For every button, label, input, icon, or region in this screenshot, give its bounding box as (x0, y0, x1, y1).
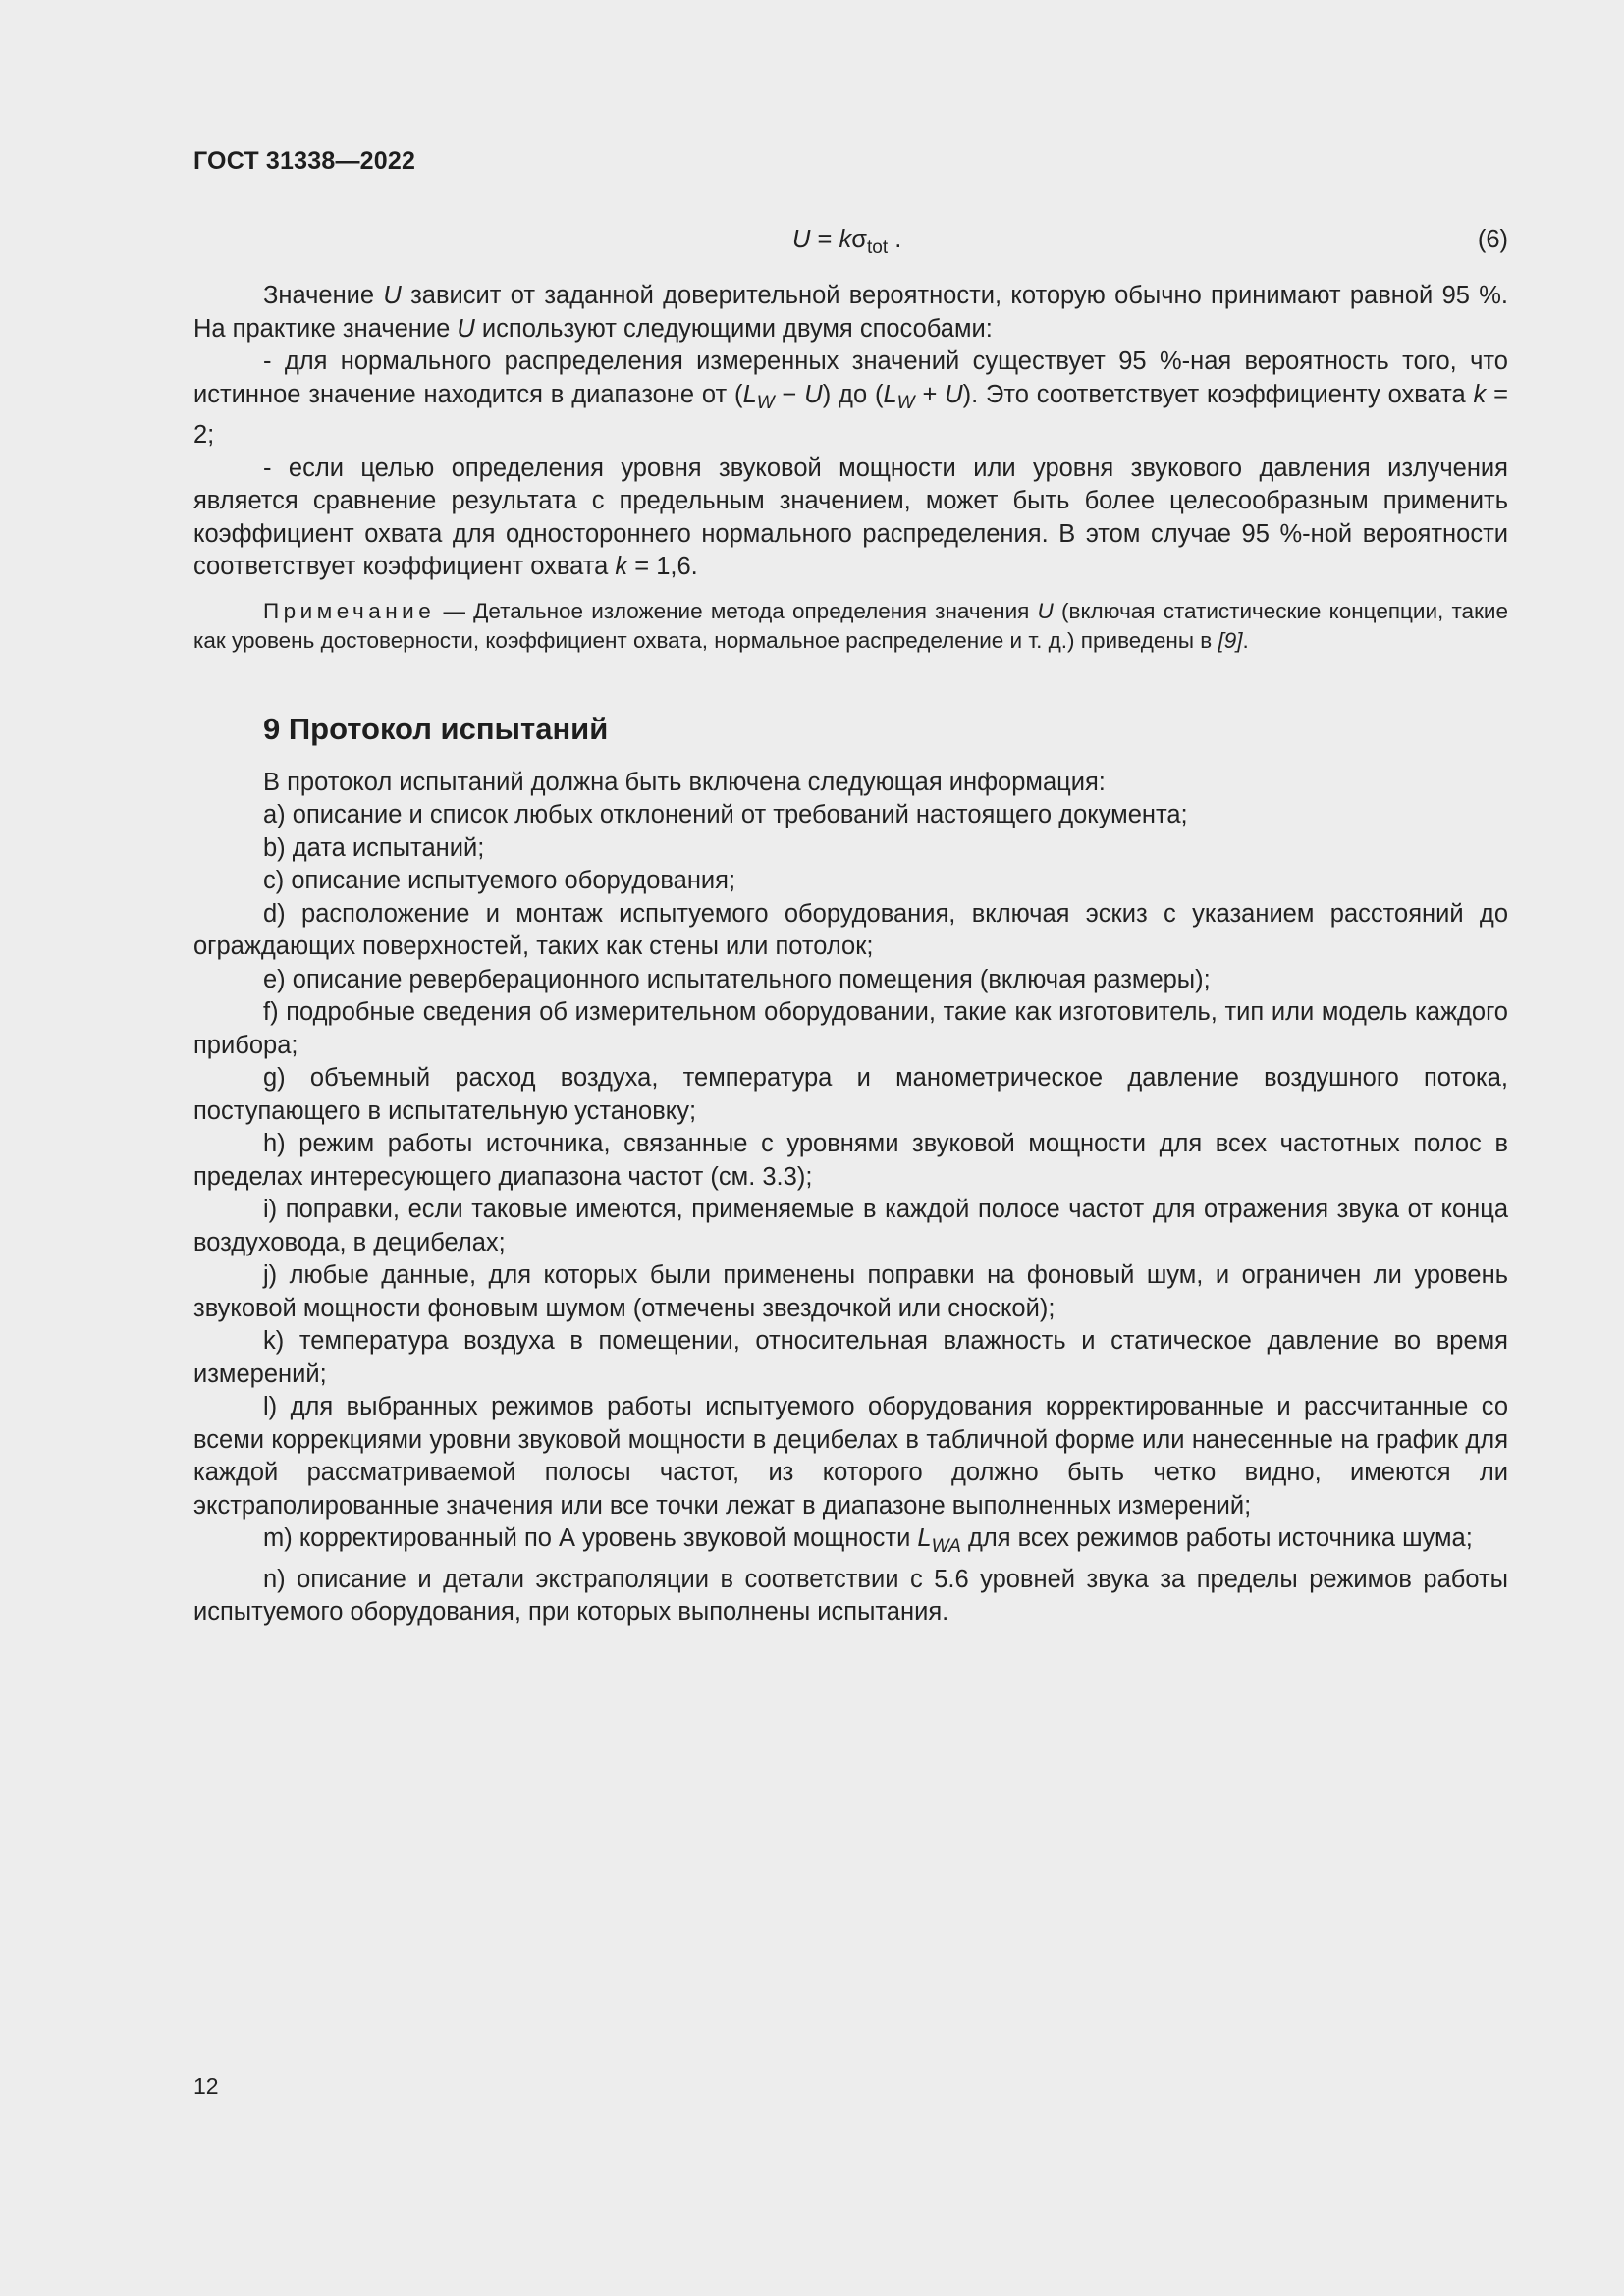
list-item: a) описание и список любых отклонений от требований настоящего документа; (263, 801, 1188, 828)
list-item: f) подробные сведения об измерительном оборудовании, такие как изготовитель, тип или модель каждого прибора; (193, 998, 1508, 1059)
reference-link: [9] (1218, 627, 1243, 653)
page-number: 12 (193, 2073, 219, 2099)
note-label: Примечание (263, 598, 436, 623)
list-item: m) корректированный по А уровень звуковой мощности $L_{WA}$ для всех режимов работы источника шума; (263, 1524, 1473, 1557)
formula-6 (193, 224, 1508, 263)
equation-number: (6) (1477, 226, 1508, 253)
list-item: i) поправки, если таковые имеются, применяемые в каждой полосе частот для отражения звука от конца воздуховода, в децибелах; (193, 1196, 1508, 1256)
list-item: g) объемный расход воздуха, температура и манометрическое давление воздушного потока, поступающего в испытательную установку; (193, 1064, 1508, 1125)
section-title: 9 Протокол испытаний (263, 711, 609, 746)
list-item: c) описание испытуемого оборудования; (263, 867, 736, 894)
bullet-normal-distribution: - для нормального распределения измеренных значений существует 95 %-ная вероятность того, что истинное значение находится в диапазоне от $(L_W - U)$ до $(L_W + U)$. Это соответствует коэффициенту охвата k = 2; (193, 347, 1509, 449)
page-content (193, 224, 1508, 1629)
bullet-one-sided: - если целью определения уровня звуковой мощности или уровня звукового давления излучения является сравнение результата с предельным значением, может быть более целесообразным применить коэффициент охвата для одностороннего нормального распределения. В этом случае 95 %-ной вероятности соответствует коэффициент охвата k = 1,6. (193, 454, 1508, 580)
list-item: e) описание реверберационного испытательного помещения (включая размеры); (263, 965, 1211, 993)
formula-expression: $U = k\sigma_{tot}$ . (792, 226, 902, 258)
list-item: l) для выбранных режимов работы испытуемого оборудования корректированные и рассчитанные со всеми коррекциями уровни звуковой мощности в децибелах в табличной форме или нанесенные на график для каждой рассматриваемой полосы частот, из которого должно быть четко видно, имеются ли экстраполированные значения или все точки лежат в диапазоне выполненных измерений; (193, 1393, 1508, 1520)
list-item: n) описание и детали экстраполяции в соответствии с 5.6 уровней звука за пределы режимов работы испытуемого оборудования, при которых выполнены испытания. (193, 1565, 1508, 1626)
paragraph-uncertainty: Значение U зависит от заданной доверительной вероятности, которую обычно принимают равной 95 %. На практике значение U используют следующими двумя способами: (193, 282, 1509, 343)
list-item: j) любые данные, для которых были применены поправки на фоновый шум, и ограничен ли уровень звуковой мощности фоновым шумом (отмечены звездочкой или сноской); (193, 1261, 1508, 1322)
note-block: Примечание — Детальное изложение метода определения значения U (включая статистические концепции, такие как уровень достоверности, коэффициент охвата, нормальное распределение и т. д.) приведены в [9]. (193, 598, 1508, 653)
section-intro: В протокол испытаний должна быть включена следующая информация: (263, 768, 1106, 796)
list-item: d) расположение и монтаж испытуемого оборудования, включая эскиз с указанием расстояний до ограждающих поверхностей, таких как стены или потолок; (193, 899, 1508, 960)
list-item: k) температура воздуха в помещении, относительная влажность и статическое давление во время измерений; (193, 1327, 1508, 1388)
document-header: ГОСТ 31338—2022 (193, 147, 416, 175)
list-item: b) дата испытаний; (263, 833, 485, 862)
list-item: h) режим работы источника, связанные с уровнями звуковой мощности для всех частотных полос в пределах интересующего диапазона частот (см. 3.3); (193, 1130, 1508, 1191)
